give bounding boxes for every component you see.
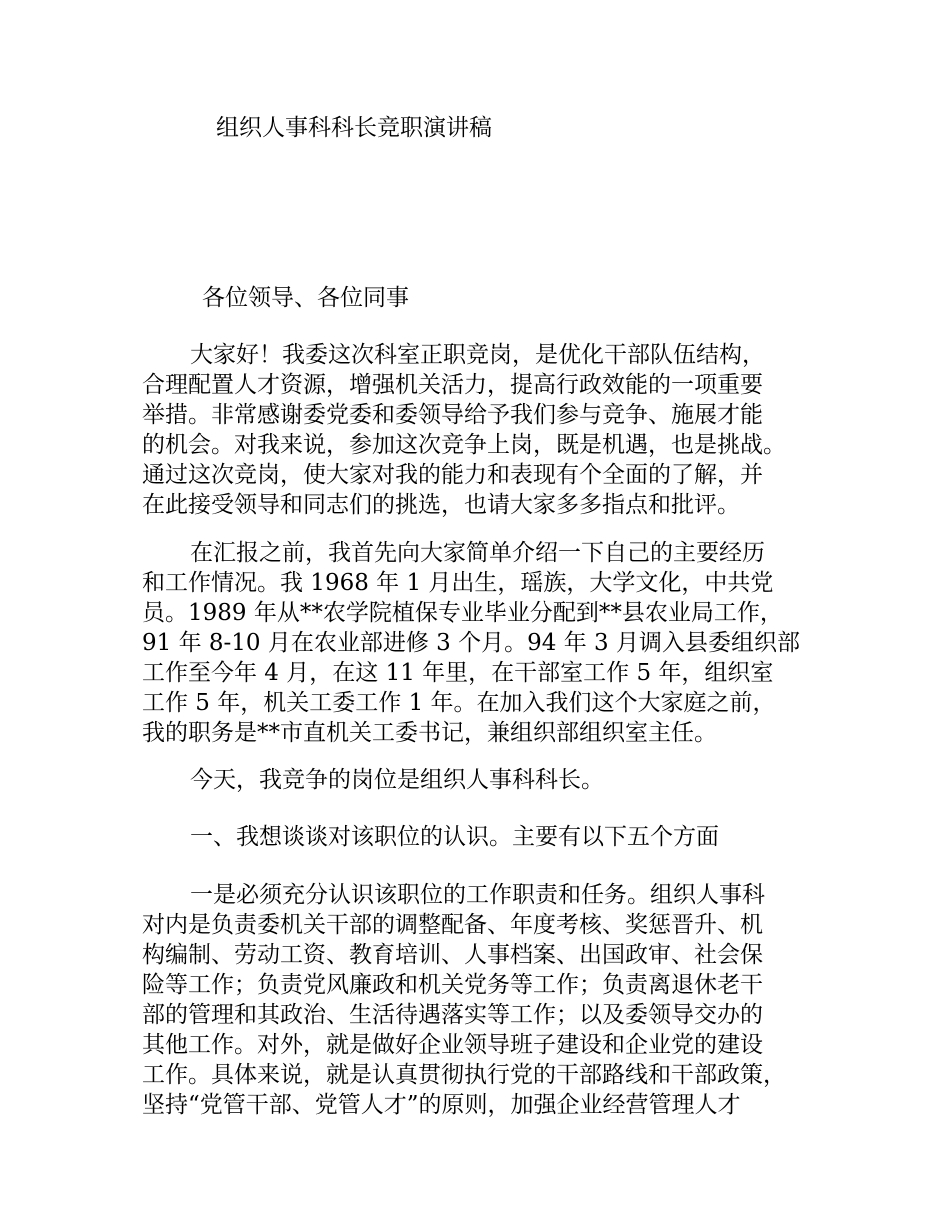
paragraph-line: 部的管理和其政治、生活待遇落实等工作；以及委领导交办的 — [142, 1002, 763, 1028]
paragraph-line: 坚持“党管干部、党管人才”的原则，加强企业经营管理人才 — [142, 1092, 741, 1118]
paragraph-line: 举措。非常感谢委党委和委领导给予我们参与竞争、施展才能 — [142, 402, 763, 428]
paragraph-line: 和工作情况。我 1968 年 1 月出生，瑶族，大学文化，中共党 — [142, 570, 774, 596]
paragraph-line: 91 年 8-10 月在农业部进修 3 个月。94 年 3 月调入县委组织部 — [142, 630, 800, 656]
paragraph-background — [142, 538, 832, 748]
paragraph-line: 工作。具体来说，就是认真贯彻执行党的干部路线和干部政策， — [142, 1062, 786, 1088]
salutation: 各位领导、各位同事 — [202, 285, 409, 311]
paragraph-line: 工作 5 年，机关工委工作 1 年。在加入我们这个大家庭之前， — [142, 690, 776, 716]
paragraph-position — [142, 765, 832, 795]
paragraph-line: 合理配置人才资源，增强机关活力，提高行政效能的一项重要 — [142, 372, 763, 398]
paragraph-line: 今天，我竞争的岗位是组织人事科科长。 — [190, 767, 604, 793]
document-title: 组织人事科科长竞职演讲稿 — [216, 115, 492, 141]
paragraph-line: 其他工作。对外，就是做好企业领导班子建设和企业党的建设 — [142, 1032, 763, 1058]
paragraph-duties — [142, 880, 832, 1120]
paragraph-line: 构编制、劳动工资、教育培训、人事档案、出国政审、社会保 — [142, 942, 763, 968]
paragraph-greeting — [142, 340, 832, 520]
paragraph-line: 一是必须充分认识该职位的工作职责和任务。组织人事科 — [190, 882, 765, 908]
paragraph-line: 大家好！我委这次科室正职竞岗，是优化干部队伍结构， — [190, 342, 765, 368]
paragraph-line: 险等工作；负责党风廉政和机关党务等工作；负责离退休老干 — [142, 972, 763, 998]
paragraph-line: 在此接受领导和同志们的挑选，也请大家多多指点和批评。 — [142, 492, 740, 518]
paragraph-line: 我的职务是**市直机关工委书记，兼组织部组织室主任。 — [142, 720, 717, 746]
paragraph-line: 对内是负责委机关干部的调整配备、年度考核、奖惩晋升、机 — [142, 912, 763, 938]
paragraph-section-heading — [142, 822, 832, 852]
paragraph-line: 工作至今年 4 月，在这 11 年里，在干部室工作 5 年，组织室 — [142, 660, 774, 686]
paragraph-line: 在汇报之前，我首先向大家简单介绍一下自己的主要经历 — [190, 540, 765, 566]
paragraph-line: 通过这次竞岗，使大家对我的能力和表现有个全面的了解，并 — [142, 462, 763, 488]
paragraph-line: 一、我想谈谈对该职位的认识。主要有以下五个方面 — [190, 824, 719, 850]
paragraph-line: 员。1989 年从**农学院植保专业毕业分配到**县农业局工作， — [142, 600, 783, 626]
paragraph-line: 的机会。对我来说，参加这次竞争上岗，既是机遇，也是挑战。 — [142, 432, 786, 458]
